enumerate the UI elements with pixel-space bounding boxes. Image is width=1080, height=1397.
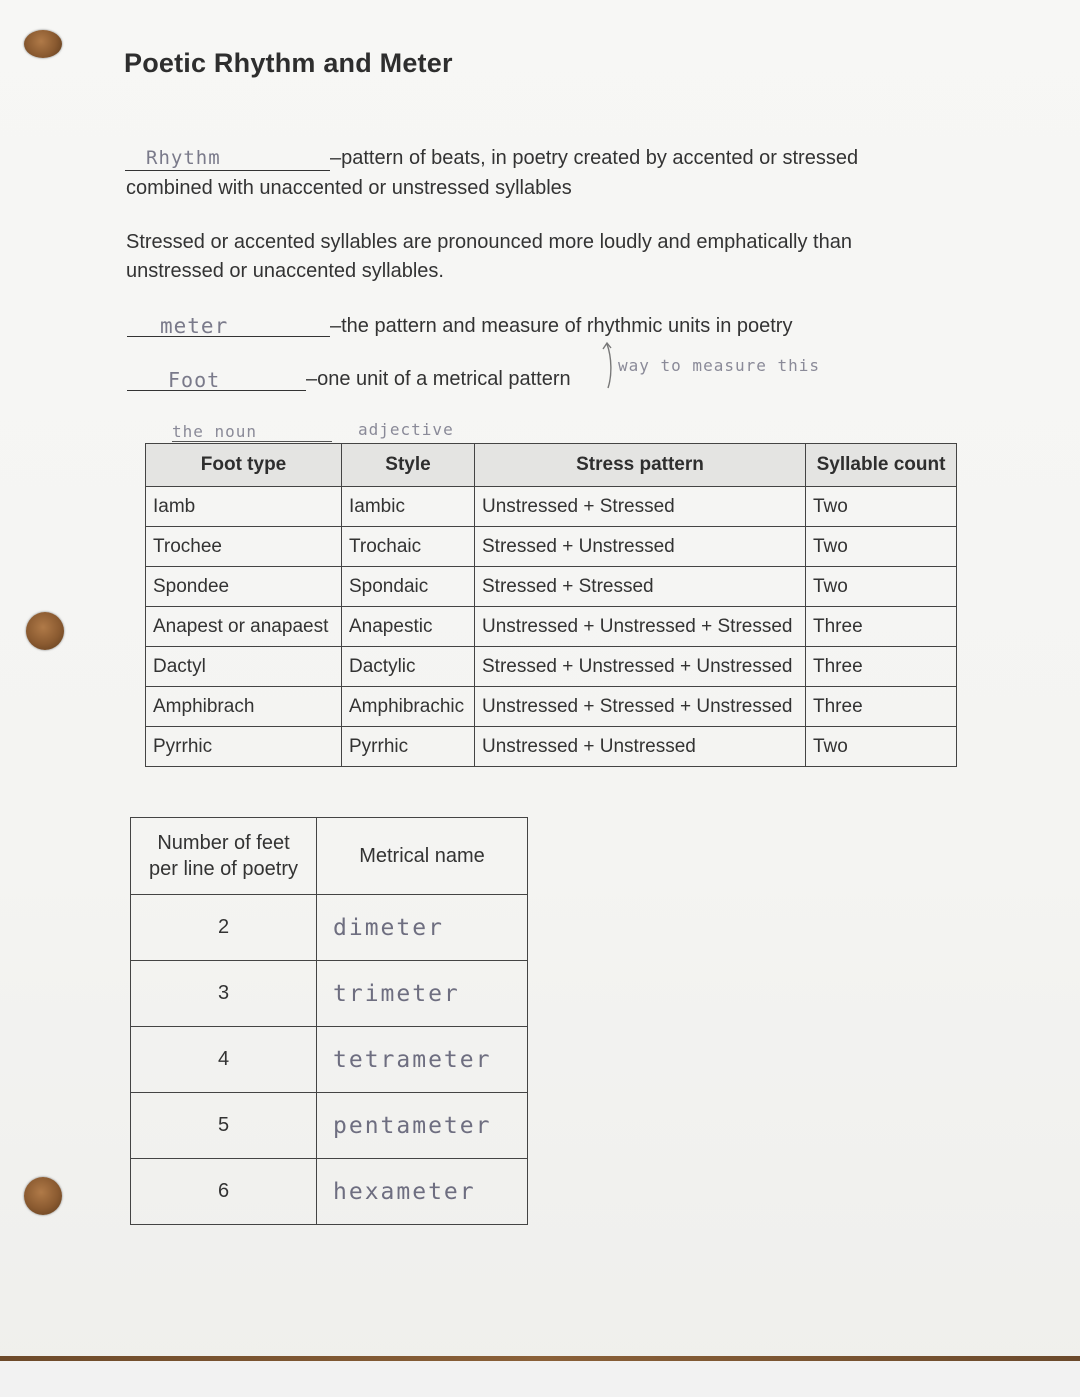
foot-type-cell: Iamb [146, 487, 342, 527]
annotation-adjective: adjective [358, 420, 454, 439]
feet-count-cell: 5 [131, 1093, 317, 1159]
rhythm-text-line2: combined with unaccented or unstressed syllables [126, 177, 572, 199]
annotation-the-noun: the noun [172, 422, 332, 442]
table-row [131, 1093, 528, 1159]
syllable-count-cell: Two [806, 527, 957, 567]
header-number-of-feet-line1: Number of feet [157, 832, 290, 854]
table-row [131, 961, 528, 1027]
style-cell: Iambic [342, 487, 475, 527]
header-foot-type: Foot type [146, 444, 342, 487]
header-syllable-count: Syllable count [806, 444, 957, 487]
binder-hole-bottom [24, 1177, 62, 1215]
syllable-count-cell: Three [806, 647, 957, 687]
feet-count-cell: 2 [131, 895, 317, 961]
table-row [131, 1159, 528, 1225]
table-row [146, 727, 957, 767]
style-cell: Amphibrachic [342, 687, 475, 727]
syllable-count-cell: Two [806, 727, 957, 767]
table-header-row [131, 818, 528, 895]
stress-pattern-cell: Stressed + Stressed [475, 567, 806, 607]
meter-handwritten: meter [160, 314, 229, 338]
meter-text: –the pattern and measure of rhythmic units in poetry [330, 315, 793, 337]
rhythm-text-line1: –pattern of beats, in poetry created by accented or stressed [330, 147, 859, 169]
table-row [146, 567, 957, 607]
style-cell: Anapestic [342, 607, 475, 647]
metrical-names-table [130, 817, 528, 1225]
header-number-of-feet [131, 818, 317, 895]
style-cell: Spondaic [342, 567, 475, 607]
table-row [146, 527, 957, 567]
foot-type-cell: Pyrrhic [146, 727, 342, 767]
style-cell: Pyrrhic [342, 727, 475, 767]
foot-type-cell: Trochee [146, 527, 342, 567]
table-row [146, 687, 957, 727]
stress-note-line2: unstressed or unaccented syllables. [126, 260, 444, 282]
foot-type-cell: Anapest or anapaest [146, 607, 342, 647]
header-stress-pattern: Stress pattern [475, 444, 806, 487]
stress-pattern-cell: Unstressed + Stressed + Unstressed [475, 687, 806, 727]
syllable-count-cell: Two [806, 487, 957, 527]
metrical-name-cell: tetrameter [317, 1027, 528, 1093]
page-title: Poetic Rhythm and Meter [124, 48, 453, 78]
header-style: Style [342, 444, 475, 487]
metrical-name-cell: hexameter [317, 1159, 528, 1225]
style-cell: Trochaic [342, 527, 475, 567]
metrical-name-cell: dimeter [317, 895, 528, 961]
foot-type-cell: Amphibrach [146, 687, 342, 727]
syllable-count-cell: Three [806, 687, 957, 727]
feet-count-cell: 3 [131, 961, 317, 1027]
table-row [146, 647, 957, 687]
stress-pattern-cell: Unstressed + Stressed [475, 487, 806, 527]
stress-pattern-cell: Unstressed + Unstressed + Stressed [475, 607, 806, 647]
header-metrical-name: Metrical name [317, 818, 528, 895]
stress-pattern-cell: Stressed + Unstressed [475, 527, 806, 567]
syllable-count-cell: Two [806, 567, 957, 607]
stress-pattern-cell: Stressed + Unstressed + Unstressed [475, 647, 806, 687]
surface-below-page [0, 1361, 1080, 1397]
rhythm-handwritten: Rhythm [146, 147, 221, 169]
foot-text: –one unit of a metrical pattern [306, 368, 571, 390]
table-row [131, 1027, 528, 1093]
stress-pattern-cell: Unstressed + Unstressed [475, 727, 806, 767]
table-row [131, 895, 528, 961]
table-row [146, 487, 957, 527]
metrical-name-cell: pentameter [317, 1093, 528, 1159]
header-number-of-feet-line2: per line of poetry [149, 858, 298, 880]
binder-hole-top [24, 30, 62, 58]
feet-count-cell: 6 [131, 1159, 317, 1225]
table-header-row [146, 444, 957, 487]
foot-types-table [145, 443, 957, 767]
stress-note-line1: Stressed or accented syllables are pronounced more loudly and emphatically than [126, 231, 852, 253]
syllable-count-cell: Three [806, 607, 957, 647]
annotation-arrow-icon [600, 340, 614, 390]
meter-blank [127, 314, 330, 337]
binder-hole-middle [26, 612, 64, 650]
metrical-name-cell: trimeter [317, 961, 528, 1027]
foot-type-cell: Dactyl [146, 647, 342, 687]
foot-type-cell: Spondee [146, 567, 342, 607]
style-cell: Dactylic [342, 647, 475, 687]
foot-annotation: way to measure this [618, 356, 821, 375]
table-row [146, 607, 957, 647]
foot-handwritten: Foot [168, 368, 221, 392]
feet-count-cell: 4 [131, 1027, 317, 1093]
